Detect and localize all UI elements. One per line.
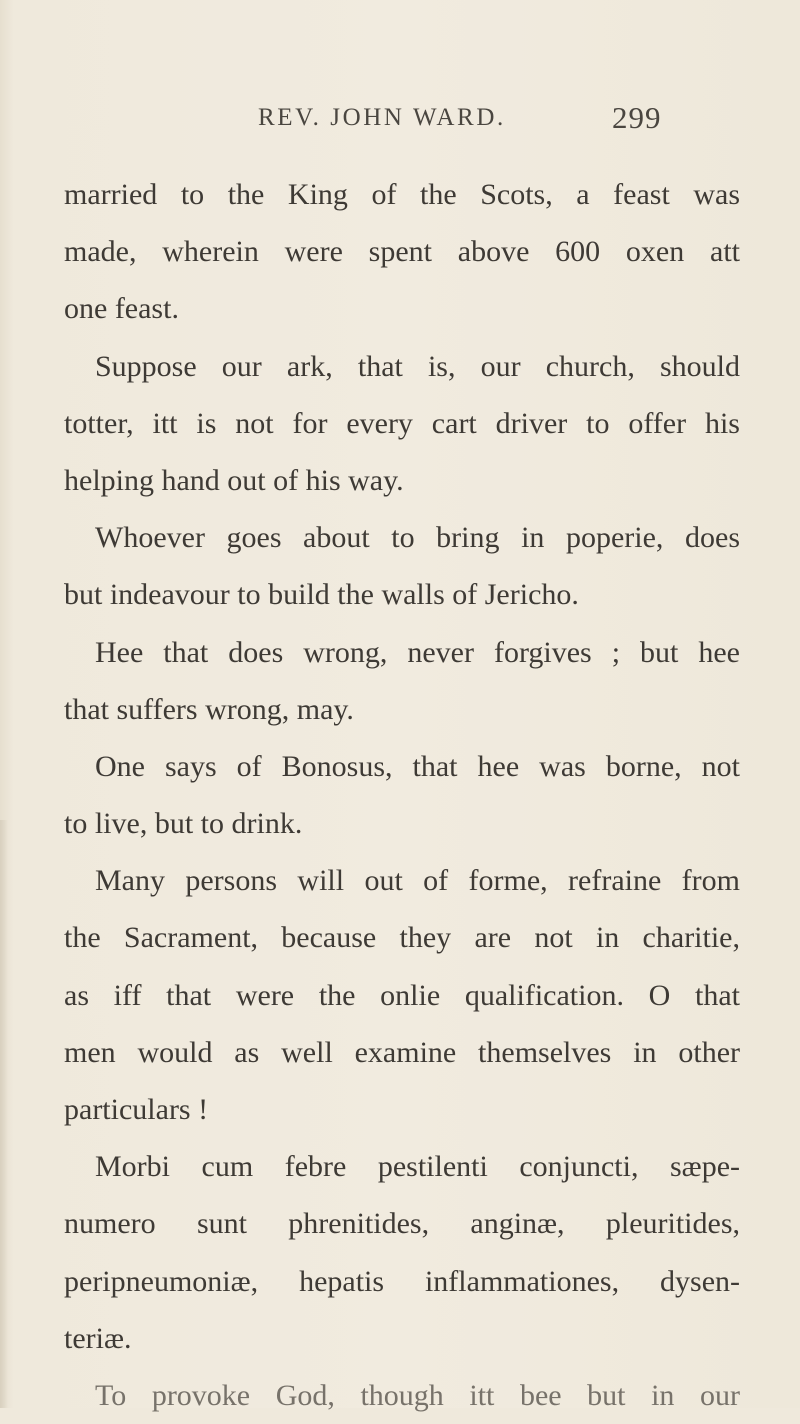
text-line: totter, itt is not for every cart driver to offer his [64, 406, 740, 440]
page-header [0, 100, 800, 144]
text-line: one feast. [64, 292, 179, 326]
text-line: made, wherein were spent above 600 oxen att [64, 235, 740, 269]
text-line: to live, but to drink. [64, 807, 303, 841]
text-line: particulars ! [64, 1093, 209, 1126]
running-head: REV. JOHN WARD. [258, 104, 506, 131]
page-number: 299 [612, 100, 662, 135]
page-edge-shadow [0, 820, 8, 1408]
text-line: teriæ. [64, 1321, 132, 1355]
text-line: men would as well examine themselves in other [64, 1035, 740, 1069]
text-line: the Sacrament, because they are not in charitie, [64, 921, 740, 955]
text-line: Morbi cum febre pestilenti conjuncti, sæpe- [95, 1150, 740, 1184]
text-line: Whoever goes about to bring in poperie, does [95, 521, 740, 555]
text-line: Hee that does wrong, never forgives ; but hee [95, 635, 740, 669]
text-line: as iff that were the onlie qualification. O that [64, 978, 740, 1012]
text-line: married to the King of the Scots, a feast was [64, 178, 740, 211]
text-line: helping hand out of his way. [64, 463, 404, 497]
text-line: but indeavour to build the walls of Jericho. [64, 578, 579, 612]
text-line: numero sunt phrenitides, anginæ, pleuritides, [64, 1207, 740, 1241]
text-line: that suffers wrong, may. [64, 692, 354, 726]
text-line: Suppose our ark, that is, our church, should [95, 349, 740, 383]
text-line: One says of Bonosus, that hee was borne, not [95, 749, 740, 783]
text-line: peripneumoniæ, hepatis inflammationes, dysen- [64, 1264, 740, 1298]
body-text [64, 166, 740, 1424]
text-line: Many persons will out of forme, refraine from [95, 864, 740, 898]
text-line: To provoke God, though itt bee but in our [95, 1378, 740, 1412]
